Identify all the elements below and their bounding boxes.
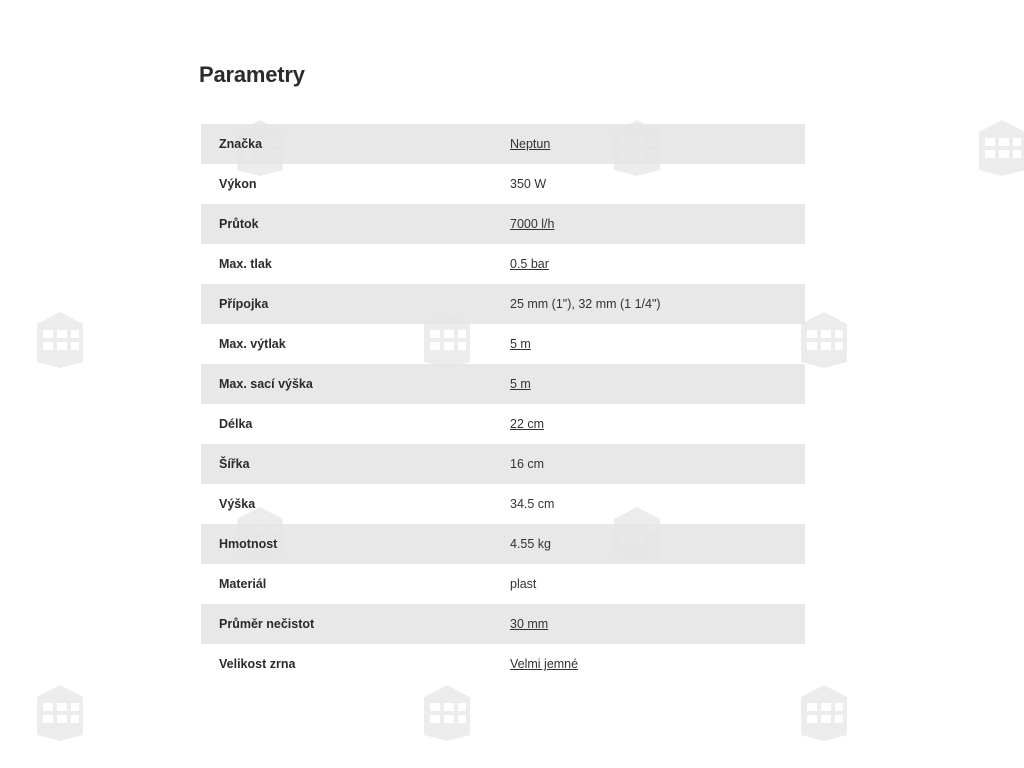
parameter-row	[201, 604, 805, 644]
parameter-label: Délka	[219, 417, 253, 431]
building-logo-icon	[975, 118, 1024, 178]
parameter-value-link[interactable]: 5 m	[510, 377, 531, 391]
parameters-table	[201, 124, 805, 684]
parameter-row	[201, 164, 805, 204]
parameter-row	[201, 524, 805, 564]
parameter-label: Průtok	[219, 217, 259, 231]
parameter-row	[201, 364, 805, 404]
building-logo-icon	[797, 310, 851, 370]
parameter-value-link[interactable]: Neptun	[510, 137, 551, 151]
parameter-row	[201, 204, 805, 244]
parameter-row	[201, 644, 805, 684]
parameter-label: Max. sací výška	[219, 377, 313, 391]
building-logo-icon	[33, 310, 87, 370]
parameter-value: 16 cm	[510, 457, 545, 471]
building-logo-icon	[797, 683, 851, 743]
parameter-value-cell	[510, 484, 805, 524]
parameter-row	[201, 324, 805, 364]
parameter-value-cell	[510, 244, 805, 284]
parameter-row	[201, 404, 805, 444]
parameter-label: Průměr nečistot	[219, 617, 315, 631]
parameter-value-cell	[510, 564, 805, 604]
parameter-label: Velikost zrna	[219, 657, 296, 671]
parameter-label: Materiál	[219, 577, 267, 591]
parameter-value-cell	[510, 524, 805, 564]
parameter-label: Přípojka	[219, 297, 269, 311]
parameter-value: 350 W	[510, 177, 547, 191]
parameter-value-cell	[510, 364, 805, 404]
parameters-table-body	[201, 124, 805, 684]
parameter-row	[201, 244, 805, 284]
parameter-label: Výška	[219, 497, 256, 511]
parameter-label: Výkon	[219, 177, 257, 191]
parameter-label: Šířka	[219, 457, 250, 471]
parameter-value-cell	[510, 604, 805, 644]
parameter-value: 25 mm (1"), 32 mm (1 1/4")	[510, 297, 661, 311]
parameter-label: Max. výtlak	[219, 337, 286, 351]
parameter-row	[201, 484, 805, 524]
parameter-row	[201, 284, 805, 324]
page-title: Parametry	[199, 62, 305, 87]
parameter-value-cell	[510, 284, 805, 324]
parameter-value-cell	[510, 644, 805, 684]
parameter-value: plast	[510, 577, 537, 591]
parameter-row	[201, 444, 805, 484]
parameter-row	[201, 124, 805, 164]
parameter-value-link[interactable]: 0.5 bar	[510, 257, 549, 271]
building-logo-icon	[420, 683, 474, 743]
parameter-value-cell	[510, 324, 805, 364]
parameter-value-cell	[510, 124, 805, 164]
parameter-value-cell	[510, 404, 805, 444]
parameter-value-link[interactable]: 30 mm	[510, 617, 549, 631]
parameter-value-link[interactable]: 5 m	[510, 337, 531, 351]
parameter-value-link[interactable]: 7000 l/h	[510, 217, 555, 231]
parameter-value-link[interactable]: 22 cm	[510, 417, 545, 431]
parameter-label: Hmotnost	[219, 537, 278, 551]
parameter-value: 34.5 cm	[510, 497, 555, 511]
parameter-value: 4.55 kg	[510, 537, 552, 551]
building-logo-icon	[33, 683, 87, 743]
parameter-label: Značka	[219, 137, 263, 151]
parameter-value-cell	[510, 164, 805, 204]
parameter-value-cell	[510, 444, 805, 484]
parameter-row	[201, 564, 805, 604]
parameter-label: Max. tlak	[219, 257, 272, 271]
parameter-value-link[interactable]: Velmi jemné	[510, 657, 579, 671]
parameter-value-cell	[510, 204, 805, 244]
